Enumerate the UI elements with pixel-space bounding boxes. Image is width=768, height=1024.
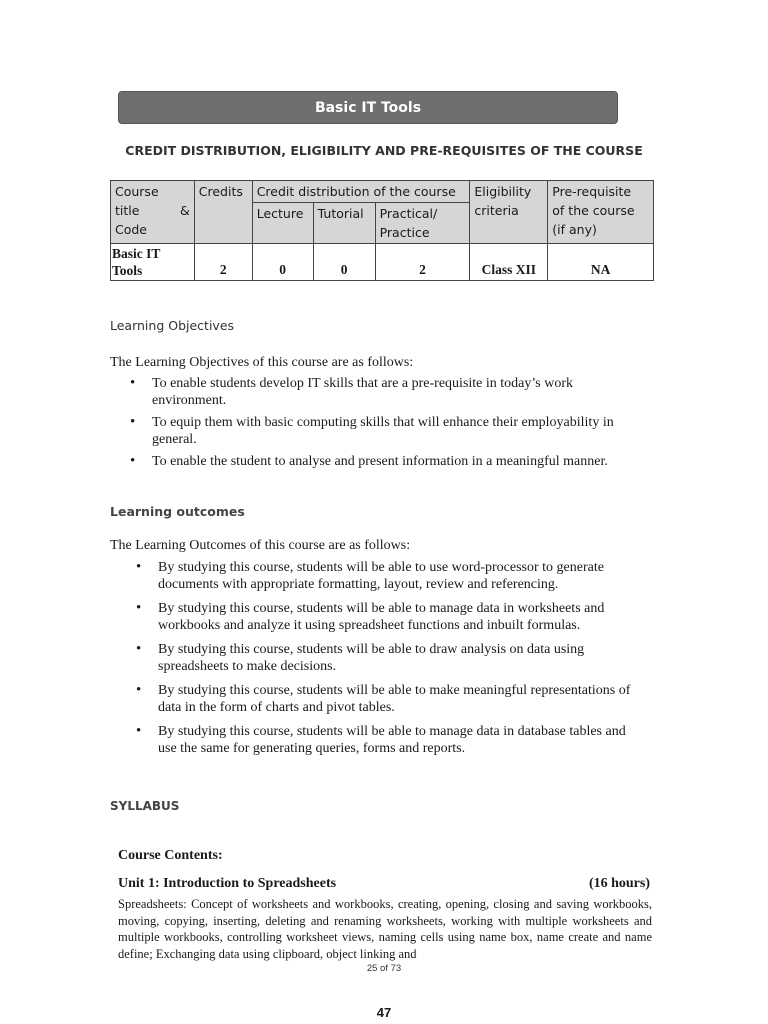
header-practical: Practical/ Practice <box>375 203 470 244</box>
header-credits: Credits <box>194 181 252 244</box>
learning-outcomes-heading: Learning outcomes <box>110 504 245 519</box>
list-item: • To enable the student to analyse and present information in a meaningful manner. <box>152 453 632 470</box>
learning-objectives-heading: Learning Objectives <box>110 318 235 333</box>
learning-outcomes-list <box>158 559 642 764</box>
learning-objectives-list <box>152 375 632 475</box>
unit-1-hours: (16 hours) <box>588 876 650 891</box>
cell-credits: 2 <box>194 244 252 281</box>
unit-1-title: Unit 1: Introduction to Spreadsheets <box>118 876 337 891</box>
header-lecture: Lecture <box>252 203 313 244</box>
list-item: • By studying this course, students will be able to draw analysis on data using spreadsheets to make decisions. <box>158 641 642 675</box>
list-item: • By studying this course, students will be able to use word-processor to generate documents with appropriate formatting, layout, review and referencing. <box>158 559 642 593</box>
course-contents-heading: Course Contents: <box>118 848 223 863</box>
syllabus-heading: SYLLABUS <box>110 799 180 813</box>
list-item: • By studying this course, students will be able to make meaningful representations of data in the form of charts and pivot tables. <box>158 682 642 716</box>
learning-objectives-intro: The Learning Objectives of this course are as follows: <box>110 355 414 370</box>
banner-title: Basic IT Tools <box>314 99 422 116</box>
course-title-banner <box>118 91 618 124</box>
header-eligibility: Eligibility criteria <box>470 181 548 244</box>
cell-prerequisite: NA <box>548 244 654 281</box>
cell-course-title: Basic IT Tools <box>111 244 195 281</box>
page-number: 47 <box>376 1005 392 1020</box>
page-of-indicator: 25 of 73 <box>366 963 402 974</box>
unit-1-heading <box>118 876 650 892</box>
table-row <box>111 244 654 281</box>
header-prerequisite: Pre-requisite of the course (if any) <box>548 181 654 244</box>
header-tutorial: Tutorial <box>313 203 375 244</box>
cell-tutorial: 0 <box>313 244 375 281</box>
list-item: • To enable students develop IT skills that are a pre-requisite in today’s work environment. <box>152 375 632 409</box>
header-credit-distribution: Credit distribution of the course <box>252 181 470 203</box>
list-item: • To equip them with basic computing skills that will enhance their employability in general. <box>152 414 632 448</box>
list-item: • By studying this course, students will be able to manage data in worksheets and workbooks and analyze it using spreadsheet functions and inbuilt formulas. <box>158 600 642 634</box>
cell-eligibility: Class XII <box>470 244 548 281</box>
credit-distribution-table <box>110 180 654 281</box>
header-course-title-code: Course title & Code <box>111 181 195 244</box>
cell-practical: 2 <box>375 244 470 281</box>
unit-1-body: Spreadsheets: Concept of worksheets and workbooks, creating, opening, closing and saving workbooks, moving, copying, inserting, deleting and renaming worksheets, working with multiple worksheets and multiple workbooks, controlling worksheet views, naming cells using name box, name create and name define; Exchanging data using clipboard, object linking and <box>118 897 652 961</box>
learning-outcomes-intro: The Learning Outcomes of this course are as follows: <box>110 538 411 553</box>
credit-distribution-heading: CREDIT DISTRIBUTION, ELIGIBILITY AND PRE-REQUISITES OF THE COURSE <box>125 143 643 158</box>
cell-lecture: 0 <box>252 244 313 281</box>
list-item: • By studying this course, students will be able to manage data in database tables and use the same for generating queries, forms and reports. <box>158 723 642 757</box>
